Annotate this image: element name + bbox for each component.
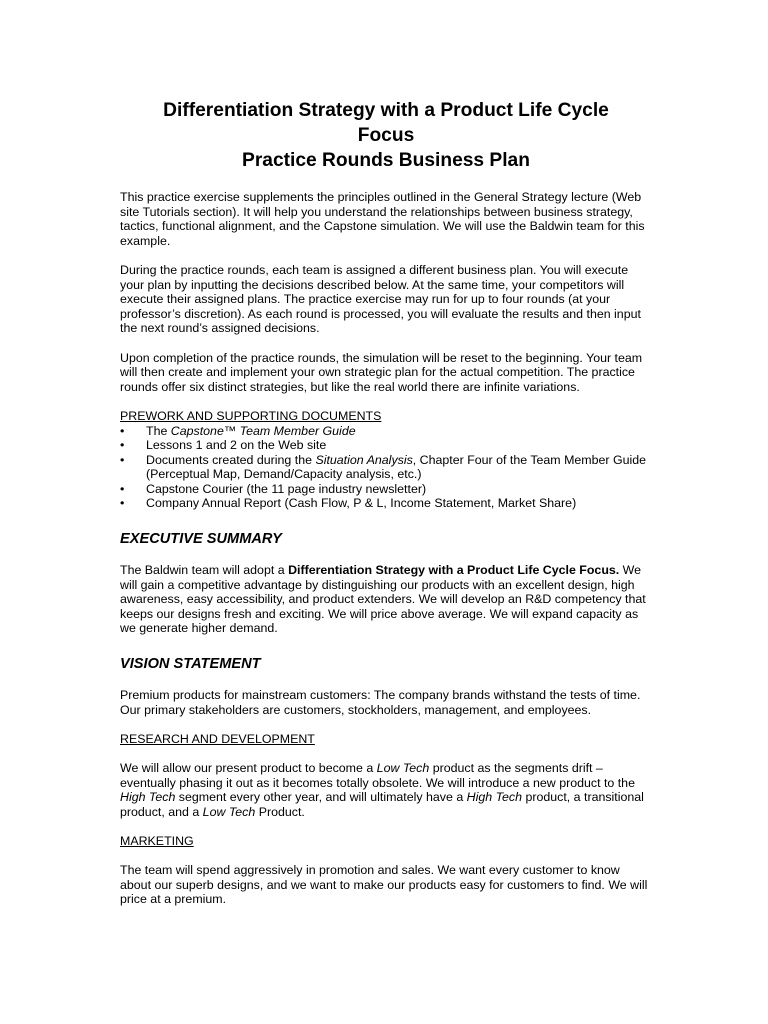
rnd-emphasis: Low Tech [376, 761, 430, 775]
rnd-paragraph [120, 761, 652, 819]
rnd-emphasis: High Tech [120, 790, 176, 805]
title-line-2: Focus [357, 125, 415, 146]
rnd-emphasis: Low Tech [202, 804, 256, 819]
prework-heading: PREWORK AND SUPPORTING DOCUMENTS [120, 408, 382, 423]
rnd-text: product as the segments drift – eventually phasing it out as it becomes totally obsolete. We will introduce a new product to the [120, 761, 635, 790]
list-item: • Lessons 1 and 2 on the Web site [120, 438, 652, 453]
title-line-1: Differentiation Strategy with a Product Life Cycle [163, 100, 609, 121]
rnd-text: Product. [255, 804, 305, 819]
document-content [120, 98, 652, 922]
executive-text: The Baldwin team will adopt a [120, 563, 289, 578]
list-item-emphasis: Situation Analysis [315, 452, 413, 467]
list-item [120, 424, 652, 439]
rnd-text: segment every other year, and will ultimately have a [175, 790, 467, 805]
prework-list [120, 424, 652, 512]
list-item-text: Documents created during the [146, 452, 316, 467]
title-line-3: Practice Rounds Business Plan [242, 150, 530, 171]
list-item-text: , Chapter Four of the Team Member Guide (Perceptual Map, Demand/Capacity analysis, etc.) [146, 452, 647, 482]
executive-summary-heading: EXECUTIVE SUMMARY [120, 531, 282, 548]
marketing-paragraph: The team will spend aggressively in promotion and sales. We want every customer to know about our superb designs, and we want to make our products easy for customers to find. We will price at a premium. [120, 863, 648, 907]
intro-paragraph: This practice exercise supplements the principles outlined in the General Strategy lecture (Web site Tutorials section). It will help you understand the relationships between business strategy, tactics, functional alignment, and the Capstone simulation. We will use the Baldwin team for this example. [120, 190, 645, 248]
rnd-emphasis: High Tech [466, 790, 523, 805]
list-item-text: The [146, 423, 171, 438]
vision-statement-heading: VISION STATEMENT [120, 656, 261, 673]
list-item: • Company Annual Report (Cash Flow, P & L, Income Statement, Market Share) [120, 496, 652, 511]
completion-paragraph: Upon completion of the practice rounds, the simulation will be reset to the beginning. Your team will then create and implement your own strategic plan for the actual competition. The practice rounds offer six distinct strategies, but like the real world there are infinite variations. [120, 350, 643, 394]
rnd-text: We will allow our present product to become a [120, 761, 377, 775]
practice-rounds-paragraph: During the practice rounds, each team is assigned a different business plan. You will execute your plan by inputting the decisions described below. At the same time, your competitors will execute their assigned plans. The practice exercise may run for up to four rounds (at your professor’s discretion). As each round is processed, you will evaluate the results and then input the next round’s assigned decisions. [120, 262, 641, 336]
vision-statement-paragraph: Premium products for mainstream customers: The company brands withstand the tests of time. Our primary stakeholders are customers, stockholders, management, and employees. [120, 688, 641, 717]
rnd-heading: RESEARCH AND DEVELOPMENT [120, 731, 315, 746]
executive-text: We will gain a competitive advantage by distinguishing our products with an excellent design, high awareness, easy accessibility, and product extenders. We will develop an R&D competency that keeps our designs fresh and exciting. We will price above average. We will expand capacity as we generate higher demand. [120, 563, 646, 636]
marketing-heading: MARKETING [120, 833, 194, 848]
executive-strategy-name: Differentiation Strategy with a Product Life Cycle Focus. [288, 563, 620, 578]
document-title [120, 98, 652, 173]
list-item: • Capstone Courier (the 11 page industry newsletter) [120, 482, 652, 497]
executive-summary-paragraph [120, 563, 652, 636]
list-item [120, 453, 652, 482]
list-item-emphasis: Capstone™ Team Member Guide [170, 423, 356, 438]
rnd-text: product, a transitional product, and a [120, 790, 644, 819]
